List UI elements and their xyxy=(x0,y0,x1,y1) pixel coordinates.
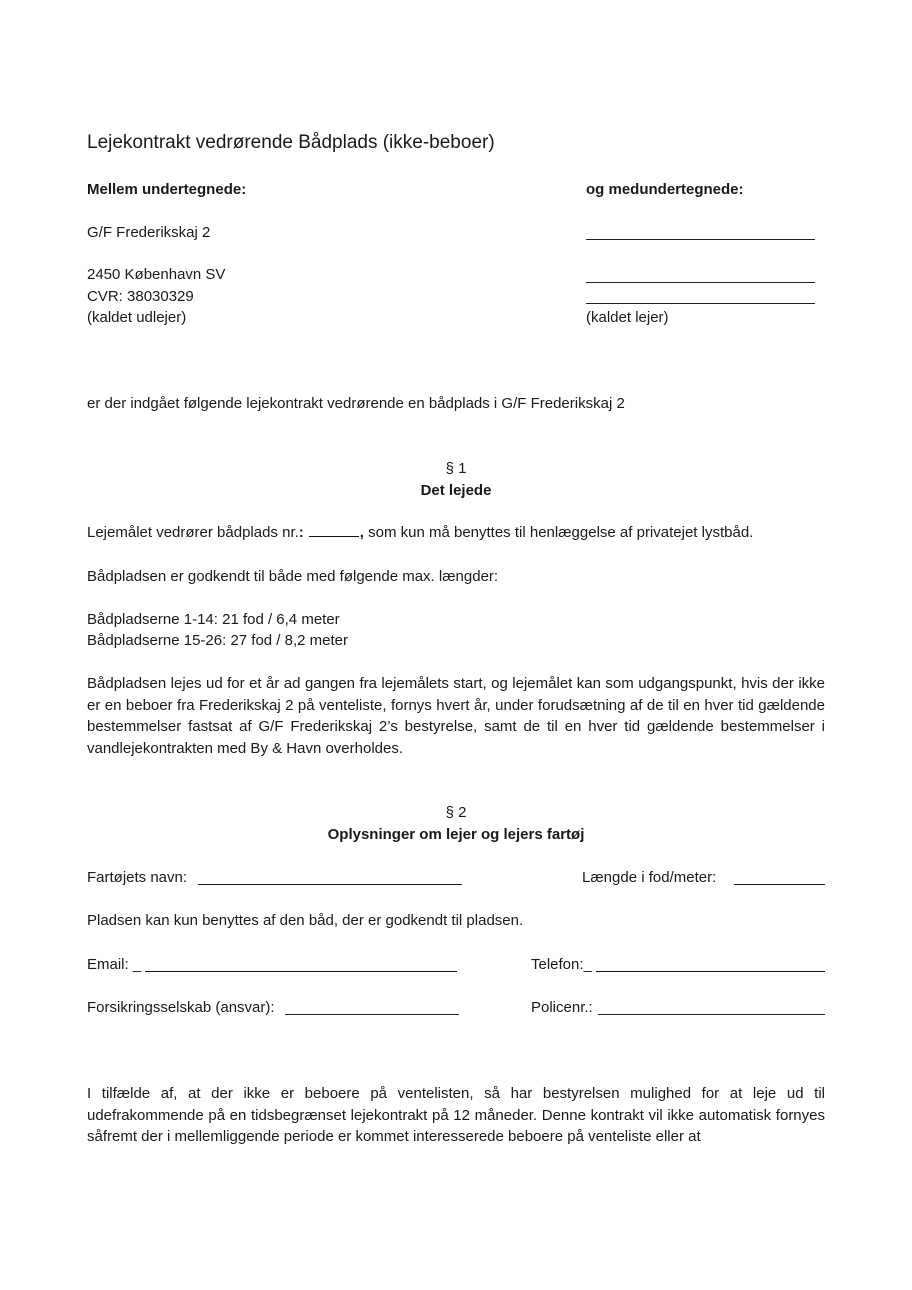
policy-label: Policenr.: xyxy=(531,999,593,1016)
landlord-name: G/F Frederikskaj 2 xyxy=(87,224,211,241)
policy-field[interactable] xyxy=(598,1014,825,1015)
vessel-name-label: Fartøjets navn: xyxy=(87,869,188,886)
landlord-city: 2450 København SV xyxy=(87,266,226,283)
berth-prefix: Lejemålet vedrører bådplads nr. xyxy=(87,524,299,541)
section2-heading: Oplysninger om lejer og lejers fartøj xyxy=(327,826,585,843)
tenant-heading: og medundertegnede: xyxy=(586,181,744,198)
range-2: Bådpladserne 15-26: 27 fod / 8,2 meter xyxy=(87,632,349,649)
email-field[interactable] xyxy=(145,971,457,972)
tenant-address-line[interactable] xyxy=(586,282,815,283)
landlord-role: (kaldet udlejer) xyxy=(87,309,187,326)
range-1: Bådpladserne 1-14: 21 fod / 6,4 meter xyxy=(87,611,340,628)
berth-suffix: som kun må benyttes til henlæggelse af privatejet lystbåd. xyxy=(363,524,754,541)
tenant-role: (kaldet lejer) xyxy=(586,309,669,326)
insurance-field[interactable] xyxy=(285,1014,459,1015)
section1-heading: Det lejede xyxy=(420,482,492,499)
email-label: Email: _ xyxy=(87,956,142,973)
berth-number-field[interactable] xyxy=(309,522,359,537)
approved-text: Bådpladsen er godkendt til både med følgende max. længder: xyxy=(87,568,499,585)
insurance-label: Forsikringsselskab (ansvar): xyxy=(87,999,275,1016)
closing-paragraph: I tilfælde af, at der ikke er beboere på ventelisten, så har bestyrelsen mulighed for at leje ud til udefrakommende på en tidsbegrænset lejekontrakt på 12 måneder. Denne kontrakt vil ikke automatisk fornyes såfremt der i mellemliggende periode er kommet interesserede beboere på venteliste eller at xyxy=(87,1085,825,1145)
boat-note: Pladsen kan kun benyttes af den båd, der er godkendt til pladsen. xyxy=(87,912,524,929)
intro-text: er der indgået følgende lejekontrakt vedrørende en bådplads i G/F Frederikskaj 2 xyxy=(87,395,625,412)
berth-colon: : xyxy=(298,524,304,541)
length-label: Længde i fod/meter: xyxy=(582,869,717,886)
berth-line xyxy=(87,522,753,544)
phone-label: Telefon:_ xyxy=(531,956,592,973)
section2-number: § 2 xyxy=(445,804,467,821)
length-field[interactable] xyxy=(734,884,825,885)
vessel-name-field[interactable] xyxy=(198,884,462,885)
section1-number: § 1 xyxy=(445,460,467,477)
terms-paragraph: Bådpladsen lejes ud for et år ad gangen fra lejemålets start, og lejemålet kan som udgangspunkt, hvis der ikke er en beboer fra Frederikskaj 2 på venteliste, fornys hvert år, under forudsætning af de til en hver tid gældende bestemmelser fastsat af G/F Frederikskaj 2’s bestyrelse, samt de til en hver tid gældende bestemmelser i vandlejekontrakten med By & Havn overholdes. xyxy=(87,675,825,757)
tenant-city-line[interactable] xyxy=(586,303,815,304)
berth-comma: , xyxy=(359,524,364,541)
landlord-heading: Mellem undertegnede: xyxy=(87,181,247,198)
document-title: Lejekontrakt vedrørende Bådplads (ikke-beboer) xyxy=(87,132,495,153)
tenant-name-line[interactable] xyxy=(586,239,815,240)
phone-field[interactable] xyxy=(596,971,825,972)
landlord-cvr: CVR: 38030329 xyxy=(87,288,194,305)
